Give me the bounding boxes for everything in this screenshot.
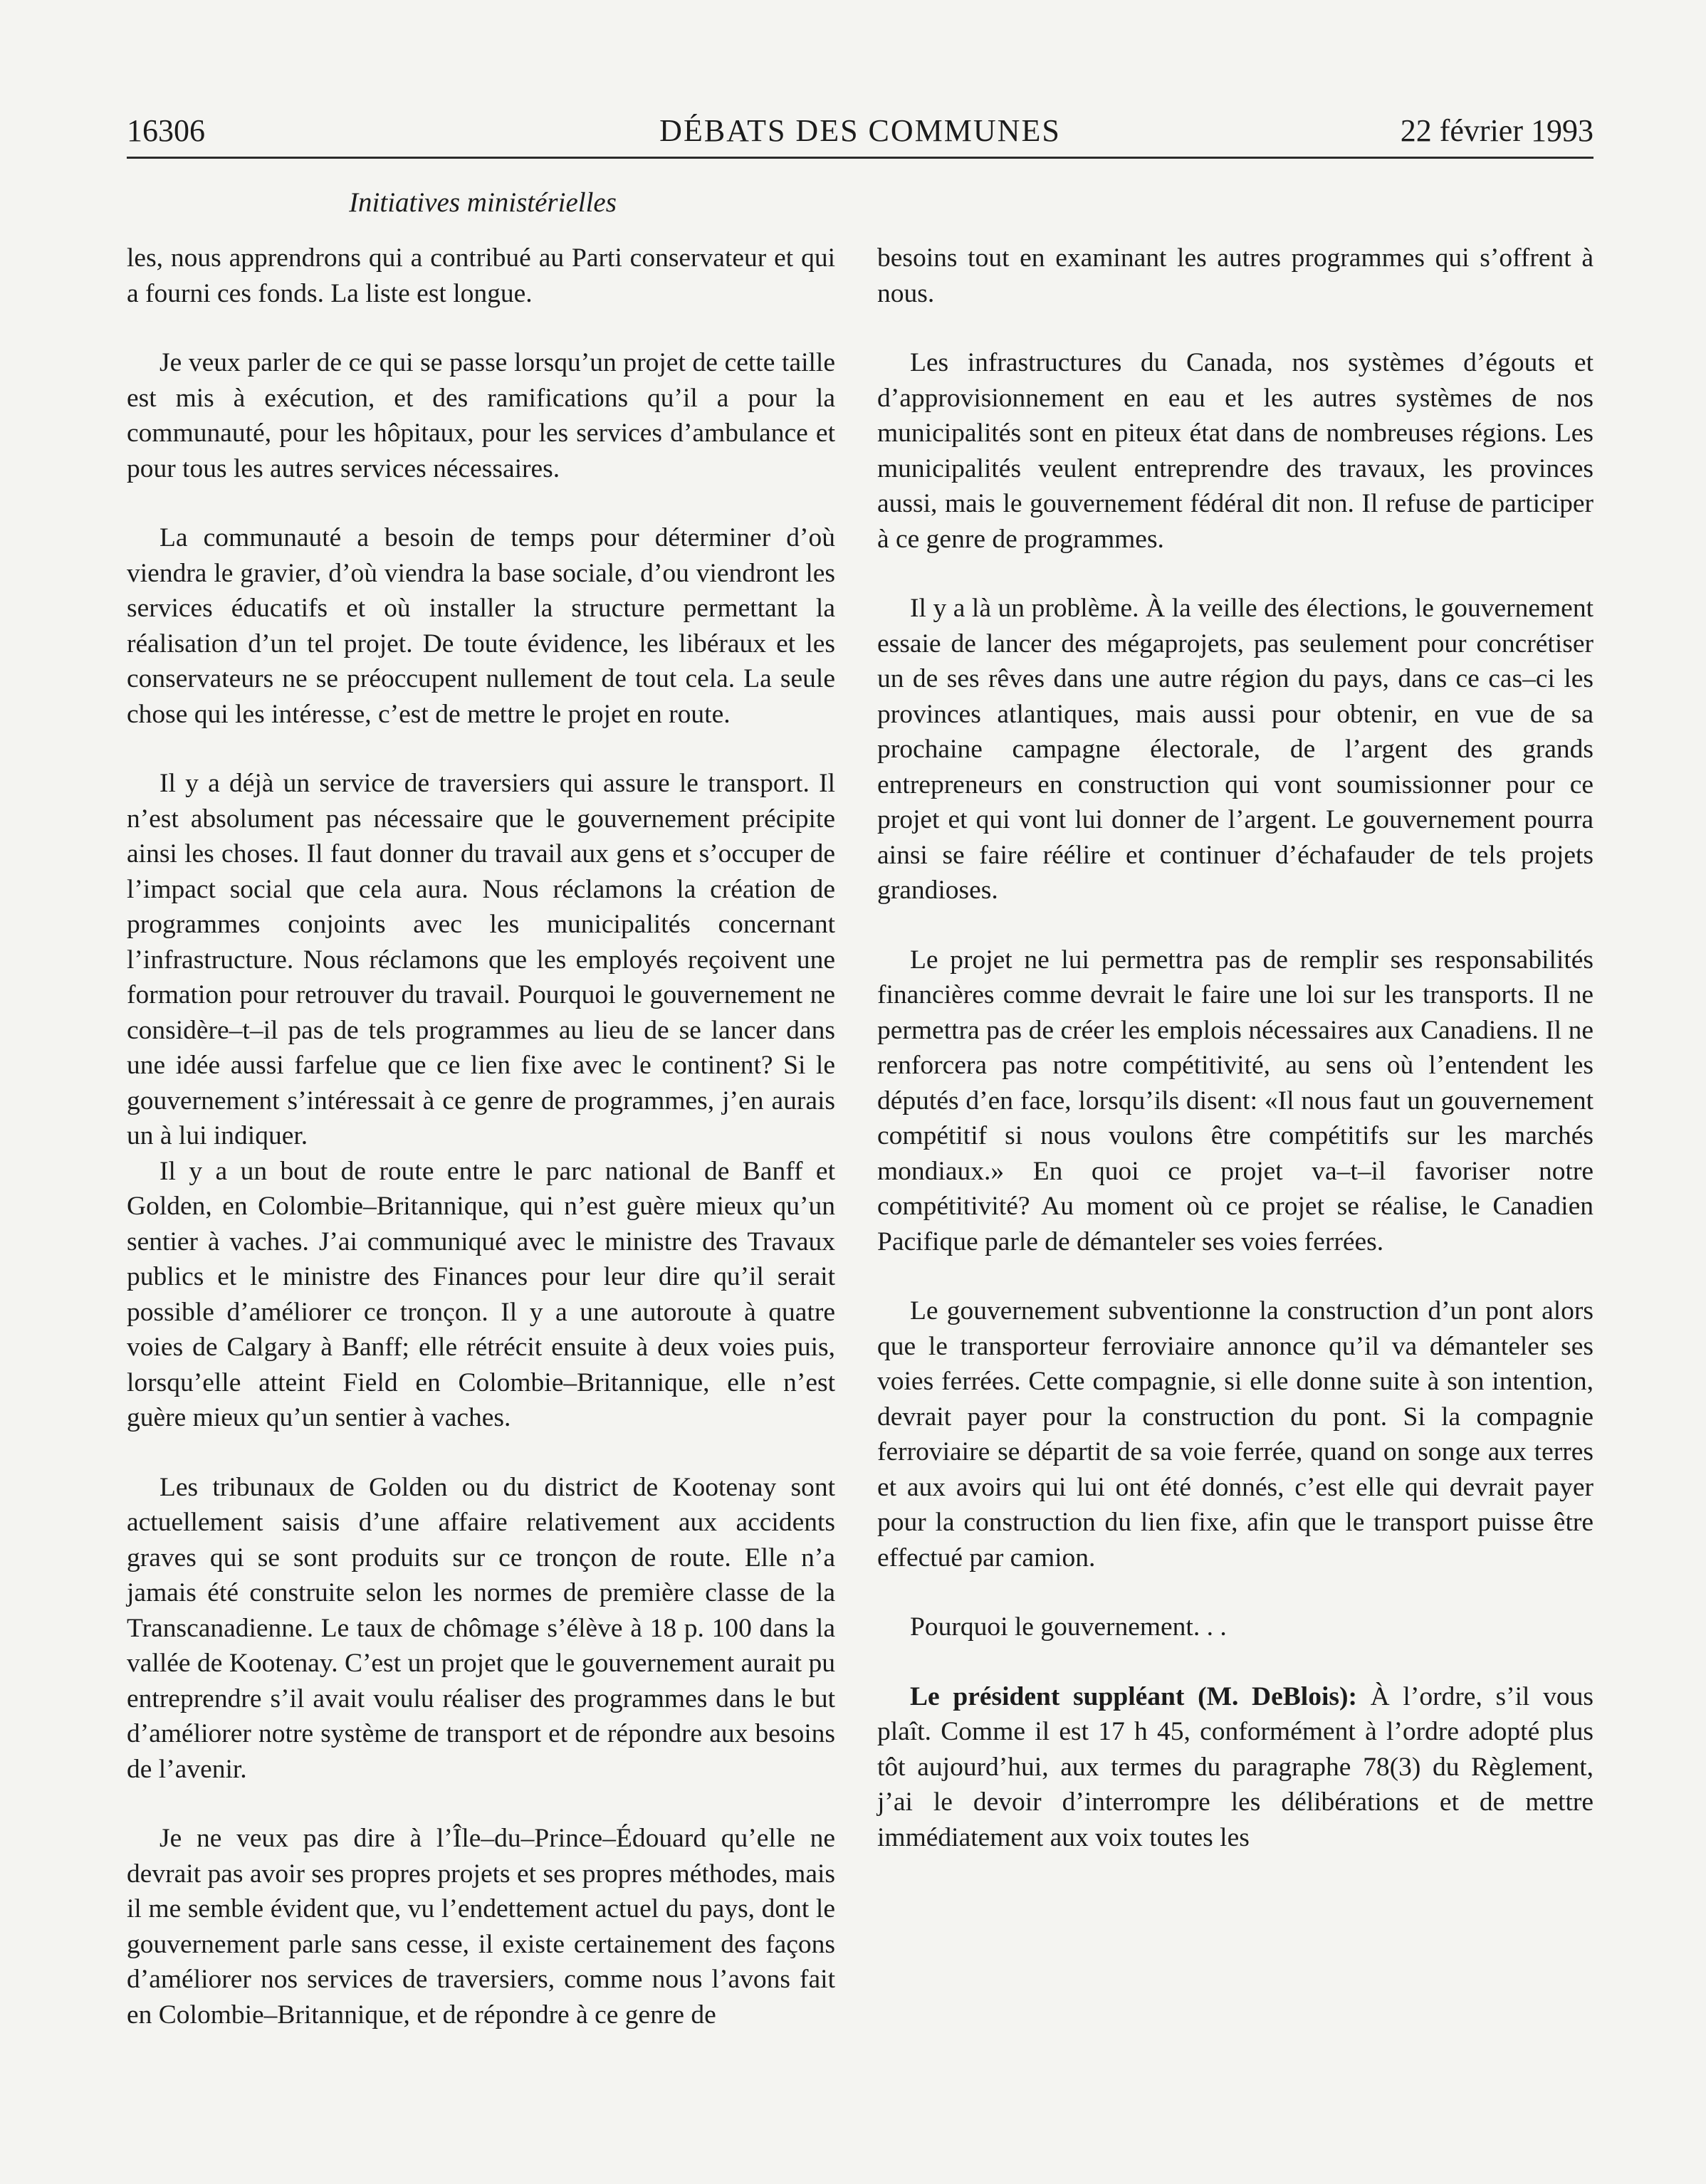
page-number: 16306: [127, 113, 205, 148]
page-header: [127, 107, 1594, 159]
section-rubric: Initiatives ministérielles: [349, 187, 617, 218]
right-column: [877, 241, 1594, 1855]
speaker-name: Le président suppléant (M. DeBlois):: [910, 1681, 1357, 1711]
paragraph: Je ne veux pas dire à l’Île–du–Prince–Édouard qu’elle ne devrait pas avoir ses propres projets et ses propres méthodes, mais il me semble évident que, vu l’endettement actuel du pays, dont le gouvernement parle sans cesse, il existe certainement des façons d’améliorer nos services de traversiers, comme nous l’avons fait en Colombie–Britannique, et de répondre à ce genre de: [127, 1824, 835, 2030]
paragraph: Il y a un bout de route entre le parc national de Banff et Golden, en Colombie–Britannique, qui n’est guère mieux qu’un sentier à vaches. J’ai communiqué avec le ministre des Travaux publics et le ministre des Finances pour leur dire qu’il serait possible d’améliorer ce tronçon. Il y a une autoroute à quatre voies de Calgary à Banff; elle rétrécit ensuite à deux voies puis, lorsqu’elle atteint Field en Colombie–Britannique, elle n’est guère mieux qu’un sentier à vaches.: [127, 1156, 835, 1432]
paragraph: Les infrastructures du Canada, nos systèmes d’égouts et d’approvisionnement en eau et les autres systèmes de nos municipalités sont en piteux état dans de nombreuses régions. Les municipalités veulent entreprendre des travaux, les provinces aussi, mais le gouvernement fédéral dit non. Il refuse de participer à ce genre de programmes.: [877, 348, 1594, 554]
paragraph: les, nous apprendrons qui a contribué au Parti conservateur et qui a fourni ces fonds. La liste est longue.: [127, 243, 835, 308]
publication-title: DÉBATS DES COMMUNES: [659, 113, 1061, 148]
paragraph: Le gouvernement subventionne la construction d’un pont alors que le transporteur ferroviaire annonce qu’il va démanteler ses voies ferrées. Cette compagnie, si elle donne suite à son intention, devrait payer pour la construction du pont. Si la compagnie ferroviaire se départit de sa voie ferrée, quand on songe aux terres et aux avoirs qui lui ont été donnés, c’est elle qui devrait payer pour la construction du lien fixe, afin que le transport puisse être effectué par camion.: [877, 1296, 1594, 1573]
paragraph: Il y a déjà un service de traversiers qui assure le transport. Il n’est absolument pas nécessaire que le gouvernement précipite ainsi les choses. Il faut donner du travail aux gens et s’occuper de l’impact social que cela aura. Nous réclamons la création de programmes conjoints avec les municipalités concernant l’infrastructure. Nous réclamons que les employés reçoivent une formation pour retrouver du travail. Pourquoi le gouvernement ne considère–t–il pas de tels programmes au lieu de se lancer dans une idée aussi farfelue que ce lien fixe avec le continent? Si le gouvernement s’intéressait à ce genre de programmes, j’en aurais un à lui indiquer.: [127, 769, 835, 1150]
paragraph: La communauté a besoin de temps pour déterminer d’où viendra le gravier, d’où viendra la base sociale, d’ou viendront les services éducatifs et où installer la structure permettant la réalisation d’un tel projet. De toute évidence, les libéraux et les conservateurs ne se préoccupent nullement de tout cela. La seule chose qui les intéresse, c’est de mettre le projet en route.: [127, 523, 835, 729]
speaker-paragraph: [877, 1679, 1594, 1856]
left-column: [127, 241, 835, 2032]
paragraph: Il y a là un problème. À la veille des élections, le gouvernement essaie de lancer des mégaprojets, pas seulement pour concrétiser un de ses rêves dans une autre région du pays, dans ce cas–ci les provinces atlantiques, mais aussi pour obtenir, en vue de sa prochaine campagne électorale, de l’argent des grands entrepreneurs en construction qui vont soumissionner pour ce projet et qui vont lui donner de l’argent. Le gouvernement pourra ainsi se faire réélire et continuer d’échafauder de tels projets grandioses.: [877, 594, 1594, 905]
paragraph: besoins tout en examinant les autres programmes qui s’offrent à nous.: [877, 243, 1594, 308]
speaker-text: À l’ordre, s’il vous plaît. Comme il est 17 h 45, conformément à l’ordre adopté plus tôt aujourd’hui, aux termes du paragraphe 78(3) du Règlement, j’ai le devoir d’interrompre les délibérations et de mettre immédiatement aux voix toutes les: [877, 1681, 1594, 1852]
page-date: 22 février 1993: [1400, 113, 1594, 148]
paragraph: Le projet ne lui permettra pas de remplir ses responsabilités financières comme devrait le faire une loi sur les transports. Il ne permettra pas de créer les emplois nécessaires aux Canadiens. Il ne renforcera pas notre compétitivité, au sens où l’entendent les députés d’en face, lorsqu’ils disent: «Il nous faut un gouvernement compétitif si nous voulons être compétitifs sur les marchés mondiaux.» En quoi ce projet va–t–il favoriser notre compétitivité? Au moment où ce projet se réalise, le Canadien Pacifique parle de démanteler ses voies ferrées.: [877, 945, 1594, 1256]
paragraph: Les tribunaux de Golden ou du district de Kootenay sont actuellement saisis d’une affaire relativement aux accidents graves qui se sont produits sur ce tronçon de route. Elle n’a jamais été construite selon les normes de première classe de la Transcanadienne. Le taux de chômage s’élève à 18 p. 100 dans la vallée de Kootenay. C’est un projet que le gouvernement aurait pu entreprendre s’il avait voulu réaliser des programmes dans le but d’améliorer notre système de transport et de répondre aux besoins de l’avenir.: [127, 1472, 835, 1784]
paragraph: Pourquoi le gouvernement. . .: [910, 1612, 1227, 1642]
paragraph: Je veux parler de ce qui se passe lorsqu’un projet de cette taille est mis à exécution, et des ramifications qu’il a pour la communauté, pour les hôpitaux, pour les services d’ambulance et pour tous les autres services nécessaires.: [127, 348, 835, 483]
